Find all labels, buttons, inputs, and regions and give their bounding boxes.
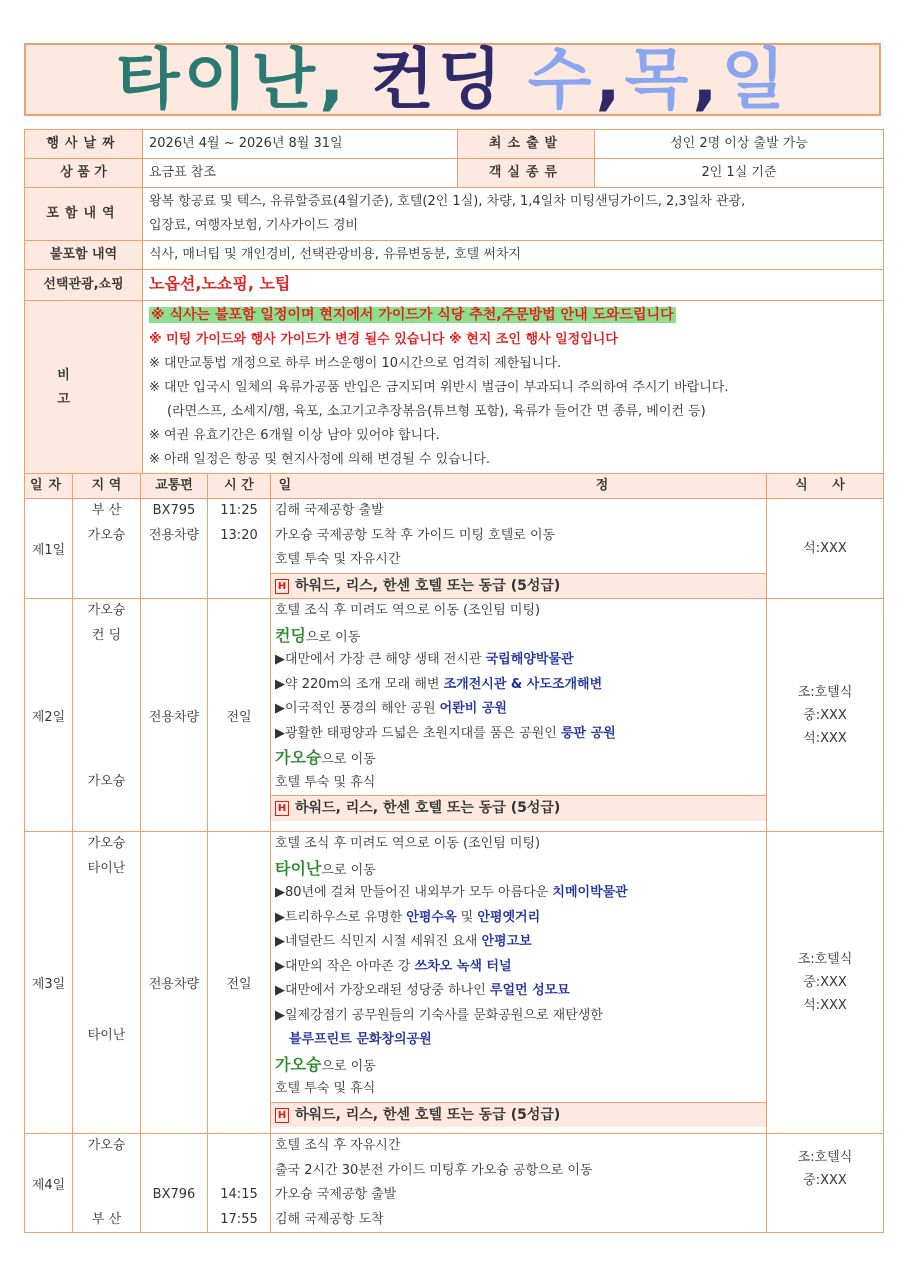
- city-name: 타이난: [275, 858, 322, 878]
- schedule-text: ▶대만에서 가장오래된 성당중 하나인: [275, 983, 490, 998]
- day3-region: [73, 832, 141, 1134]
- schedule-text: ▶트리하우스로 유명한: [275, 909, 407, 925]
- schedule-text: ▶네덜란드 식민지 시절 세워진 요새: [275, 934, 482, 949]
- day1-transport: [141, 499, 208, 599]
- schedule-line: 호텔 조식 후 미려도 역으로 이동 (조인팀 미팅): [275, 603, 541, 618]
- schedule-line: [275, 857, 762, 882]
- city-name: 가오슝: [275, 748, 322, 767]
- day1-label: 제1일: [25, 499, 73, 599]
- day4-meal: [767, 1134, 884, 1233]
- header-time: 시 간: [208, 474, 271, 499]
- region-text: 타이난: [87, 860, 126, 876]
- day4-schedule: [271, 1134, 767, 1233]
- city-name: 컨딩: [275, 625, 306, 645]
- schedule-text: ▶대만의 작은 아마존 강: [275, 958, 415, 974]
- region-text: 부 산: [91, 503, 122, 518]
- schedule-text: 으로 이동: [321, 862, 376, 878]
- schedule-text: ▶대만에서 가장 큰 해양 생태 전시관: [275, 652, 486, 667]
- hotel-text: 하워드, 리스, 한센 호텔 또는 동급 (5성급): [295, 577, 561, 594]
- min-departure-value: 성인 2명 이상 출발 가능: [595, 130, 884, 159]
- time-text: 11:25: [220, 503, 258, 518]
- transport-text: 전용차량: [148, 527, 200, 543]
- header-schedule: [271, 474, 767, 499]
- included-value: [143, 188, 884, 241]
- day2-time: 전일: [208, 599, 271, 832]
- schedule-line: 호텔 투숙 및 자유시간: [275, 552, 401, 567]
- schedule-line: [275, 697, 762, 722]
- schedule-line: 호텔 조식 후 자유시간: [275, 1138, 401, 1153]
- remark-meal: ※ 식사는 불포함 일정이며 현지에서 가이드가 식당 추천,주문방법 안내 도와드립니다: [151, 307, 674, 323]
- date-label: 행사날짜: [25, 130, 143, 159]
- header-meal: [767, 474, 884, 499]
- hotel-icon: H: [275, 801, 289, 816]
- meal-text: 조:호텔식: [797, 1150, 853, 1165]
- included-line: 입장료, 여행자보험, 기사가이드 경비: [149, 218, 359, 233]
- region-text: 부 산: [91, 1211, 122, 1227]
- day2-region: [73, 599, 141, 832]
- schedule-line: 김해 국제공항 도착: [275, 1211, 384, 1227]
- schedule-line: [275, 746, 762, 771]
- schedule-line: 호텔 투숙 및 휴식: [275, 1081, 376, 1096]
- place-name: 쓰차오 녹색 터널: [414, 958, 512, 974]
- remarks-label: [25, 301, 143, 475]
- time-text: 17:55: [220, 1211, 258, 1227]
- excluded-value: 식사, 매너팁 및 개인경비, 선택관광비용, 유류변동분, 호텔 써차지: [143, 241, 884, 270]
- day4-time: [208, 1134, 271, 1233]
- day1-region: [73, 499, 141, 599]
- schedule-text: 으로 이동: [321, 752, 376, 767]
- region-text: 가오슝: [87, 527, 126, 543]
- place-name: 안평수옥: [406, 909, 457, 925]
- day2-schedule: [271, 599, 767, 832]
- remark-meat: ※ 대만 입국시 일체의 육류가공품 반입은 금지되며 위반시 벌금이 부과되니 주의하여 주시기 바랍니다.: [149, 380, 729, 395]
- hotel-row: [271, 573, 766, 599]
- hotel-icon: H: [275, 579, 289, 594]
- remark-change: ※ 아래 일정은 항공 및 현지사정에 의해 변경될 수 있습니다.: [149, 452, 491, 467]
- day1-time: [208, 499, 271, 599]
- flight-number: BX796: [152, 1187, 196, 1202]
- schedule-line: 가오슝 국제공항 도착 후 가이드 미팅 호텔로 이동: [275, 527, 556, 543]
- hotel-text: 하워드, 리스, 한센 호텔 또는 동급 (5성급): [295, 800, 561, 816]
- schedule-text: ▶광활한 태평양과 드넓은 초원지대를 품은 공원인: [275, 725, 561, 741]
- schedule-text: 으로 이동: [305, 629, 361, 645]
- place-name: 어롼비 공원: [439, 701, 507, 716]
- meal-text: 중:XXX: [803, 707, 847, 723]
- day3-transport: 전용차량: [141, 832, 208, 1134]
- region-text: 가오슝: [87, 836, 126, 851]
- room-type-value: 2인 1실 기준: [595, 159, 884, 188]
- title-comma: ,: [595, 41, 625, 118]
- header-day: 일자: [25, 474, 73, 499]
- schedule-line: [275, 979, 762, 1004]
- header-transport: 교통편: [141, 474, 208, 499]
- day3-time: 전일: [208, 832, 271, 1134]
- schedule-text: 으로 이동: [321, 1058, 376, 1074]
- place-name: 안평고보: [481, 934, 532, 949]
- page-title: [24, 43, 881, 116]
- meal-text: 석:XXX: [803, 730, 847, 746]
- region-text: 타이난: [87, 1028, 126, 1043]
- day2-meal: [767, 599, 884, 832]
- day2-transport: 전용차량: [141, 599, 208, 832]
- day3-label: 제3일: [25, 832, 73, 1134]
- header-region: 지 역: [73, 474, 141, 499]
- schedule-text: 및: [456, 909, 478, 925]
- hotel-row: [271, 795, 766, 821]
- place-name: 루얼먼 성모묘: [489, 983, 570, 998]
- schedule-line: 김해 국제공항 출발: [275, 503, 384, 518]
- schedule-line: [275, 722, 762, 747]
- min-departure-label: 최소출발: [458, 130, 595, 159]
- meal-text: 조:호텔식: [797, 952, 853, 967]
- header-meal-text: 식 사: [795, 478, 855, 493]
- title-thu: 목: [624, 41, 693, 118]
- place-name: 블루프린트 문화창의공원: [289, 1032, 432, 1047]
- region-text: 가오슝: [87, 603, 126, 618]
- included-line: 왕복 항공료 및 텍스, 유류할증료(4월기준), 호텔(2인 1실), 차량, 1,4일차 미팅샌딩가이드, 2,3일차 관광,: [149, 194, 746, 209]
- day1-schedule: [271, 499, 767, 599]
- info-table: [24, 129, 884, 475]
- meal-text: 조:호텔식: [797, 684, 853, 700]
- title-comma: ,: [692, 41, 722, 118]
- remarks-value: [143, 301, 884, 475]
- schedule-line: 호텔 조식 후 미려도 역으로 이동 (조인팀 미팅): [275, 836, 541, 851]
- day3-schedule: [271, 832, 767, 1134]
- schedule-line: [275, 906, 762, 931]
- schedule-line: [275, 673, 762, 698]
- remark-meat-detail: (라면스프, 소세지/햄, 육포, 소고기고추장볶음(튜브형 포함), 육류가 들어간 면 종류, 베이컨 등): [167, 404, 706, 419]
- place-name: 조개전시관 & 사도조개해변: [443, 676, 603, 692]
- itinerary-table: [24, 473, 884, 1233]
- schedule-line: [275, 881, 762, 906]
- date-value: 2026년 4월 ~ 2026년 8월 31일: [143, 130, 458, 159]
- header-schedule-text: 일 정: [278, 478, 759, 493]
- day2-label: 제2일: [25, 599, 73, 832]
- schedule-line: ▶일제강점기 공무원들의 기숙사를 문화공원으로 재탄생한: [275, 1007, 603, 1023]
- price-value: 요금표 참조: [143, 159, 458, 188]
- day1-meal: [767, 499, 884, 599]
- day3-meal: [767, 832, 884, 1134]
- time-text: 13:20: [220, 527, 258, 543]
- schedule-line: 가오슝 국제공항 출발: [275, 1187, 397, 1202]
- day4-region: [73, 1134, 141, 1233]
- schedule-line: [275, 955, 762, 980]
- flight-number: BX795: [152, 503, 196, 518]
- title-kenting: 컨딩: [370, 41, 506, 118]
- day4-label: 제4일: [25, 1134, 73, 1233]
- place-name: 국립해양박물관: [485, 652, 574, 667]
- schedule-line: 호텔 투숙 및 휴식: [275, 774, 376, 790]
- optional-tour-value: [143, 270, 884, 301]
- title-wed: 수: [527, 41, 596, 118]
- included-label: 포함내역: [25, 188, 143, 241]
- title-tainan: 타이난,: [115, 41, 349, 118]
- excluded-label: 불포함 내역: [25, 241, 143, 270]
- region-text: 가오슝: [87, 1138, 126, 1153]
- meal-text: 석:XXX: [803, 998, 847, 1013]
- meal-text: 중:XXX: [803, 975, 847, 990]
- schedule-line: [275, 930, 762, 955]
- region-text: 가오슝: [87, 774, 126, 789]
- remarks-label-text: 비 고: [57, 367, 110, 407]
- schedule-line: [275, 624, 762, 649]
- optional-tour-label: 선택관광,쇼핑: [25, 270, 143, 301]
- schedule-line: [275, 1028, 762, 1053]
- schedule-line: 출국 2시간 30분전 가이드 미팅후 가오슝 공항으로 이동: [275, 1162, 593, 1178]
- schedule-text: ▶이국적인 풍경의 해안 공원: [275, 701, 440, 716]
- place-name: 치메이박물관: [552, 885, 628, 900]
- schedule-line: [275, 1053, 762, 1078]
- remark-passport: ※ 여권 유효기간은 6개월 이상 남아 있어야 합니다.: [149, 428, 440, 443]
- place-name: 안평옛거리: [477, 909, 541, 925]
- schedule-line: [275, 648, 762, 673]
- no-option-text: 노옵션,노쇼핑, 노팁: [149, 274, 291, 293]
- day4-transport: [141, 1134, 208, 1233]
- remark-traffic: ※ 대만교통법 개정으로 하루 버스운행이 10시간으로 엄격히 제한됩니다.: [149, 356, 562, 371]
- meal-text: 석:XXX: [803, 541, 847, 556]
- city-name: 가오슝: [275, 1054, 322, 1074]
- schedule-text: ▶약 220m의 조개 모래 해변: [275, 676, 444, 692]
- place-name: 룽판 공원: [560, 725, 616, 741]
- price-label: 상 품 가: [25, 159, 143, 188]
- meal-text: 중:XXX: [803, 1173, 847, 1188]
- time-text: 14:15: [220, 1187, 258, 1202]
- title-sun: 일: [721, 41, 790, 118]
- hotel-text: 하워드, 리스, 한센 호텔 또는 동급 (5성급): [295, 1106, 561, 1123]
- room-type-label: 객실종류: [458, 159, 595, 188]
- hotel-icon: H: [275, 1108, 289, 1123]
- schedule-text: ▶80년에 걸쳐 만들어진 내외부가 모두 아름다운: [275, 885, 553, 900]
- region-text: 컨 딩: [91, 627, 122, 643]
- hotel-row: [271, 1102, 766, 1128]
- remark-guide: ※ 미팅 가이드와 행사 가이드가 변경 될수 있습니다 ※ 현지 조인 행사 일정입니다: [149, 332, 618, 347]
